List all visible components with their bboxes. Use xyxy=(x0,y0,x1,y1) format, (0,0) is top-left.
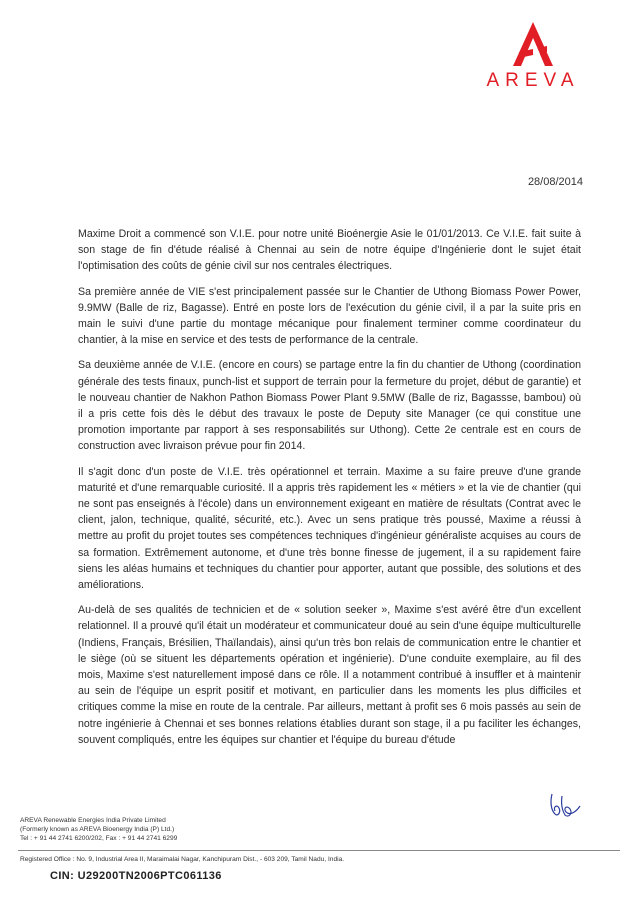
registered-office: Registered Office : No. 9, Industrial Area II, Maraimalai Nagar, Kanchipuram Dist., - 603 209, Tamil Nadu, India. xyxy=(20,856,345,863)
paragraph: Sa deuxième année de V.I.E. (encore en cours) se partage entre la fin du chantier de Uthong (coordination générale des tests finaux, punch-list et support de terrain pour la fermeture du projet, début de garantie) et le nouveau chantier de Nakhon Pathon Biomass Power Plant 9.5MW (Balle de riz, Bagassse, bambou) où il a pris cette fois dès le début des travaux le poste de Deputy site Manager (ce qui constitue une promotion importante par rapport à ses responsabilités sur Uthong). Cette 2e centrale est en cours de construction avec livraison prévue pour fin 2014. xyxy=(78,359,581,453)
areva-logo-icon xyxy=(513,22,553,66)
paragraph: Sa première année de VIE s'est principalement passée sur le Chantier de Uthong Biomass Power Power, 9.9MW (Balle de riz, Bagasse). Entré en poste lors de l'exécution du génie civil, il a par la suite pris en main le suivi d'une partie du montage mécanique pour finalement terminer comme coordinateur du chantier, à la mise en service et des tests de performance de la centrale. xyxy=(78,285,581,347)
brand-name: AREVA xyxy=(486,70,580,91)
paragraph: Il s'agit donc d'un poste de V.I.E. très opérationnel et terrain. Maxime a su faire preuve d'une grande maturité et d'une remarquable curiosité. Il a appris très rapidement les « métiers » et la vie de chantier (qui ne sont pas enseignés à l'école) dans un environnement exigeant en matière de résultats (Contrat avec le client, jalon, technique, qualité, sécurité, etc.). Avec un sens pratique très poussé, Maxime a réussi à mettre au profit du projet toutes ses compétences techniques d'ingénieur généraliste acquises au cours de sa formation. Extrêmement autonome, et d'une très bonne finesse de jugement, il a su rapidement faire siens les aléas humains et techniques du chantier pour apporter, autant que possible, des solutions et des améliorations. xyxy=(78,465,581,592)
letter-body xyxy=(78,226,581,757)
company-former-name: (Formerly known as AREVA Bioenergy India (P) Ltd.) xyxy=(20,826,175,833)
paragraph: Au-delà de ses qualités de technicien et de « solution seeker », Maxime s'est avéré être d'un excellent relationnel. Il a prouvé qu'il était un modérateur et communicateur doué au sein d'une équipe multiculturelle (Indiens, Français, Brésilien, Thaïlandais), ainsi qu'un très bon relais de communication entre le chantier et le siège (où se situent les départements opération et ingénierie). D'une conduite exemplaire, au fil des mois, Maxime s'est naturellement imposé dans ce rôle. Il a notamment contribué à insuffler et à maintenir au sein de l'équipe un esprit positif et motivant, en particulier dans les moments les plus difficiles et critiques comme la mise en route de la centrale. Par ailleurs, mettant à profit ses 6 mois passés au sein de notre ingénierie à Chennai et ses bonnes relations établies durant son stage, il a pu faciliter les échanges, souvent compliqués, entre les équipes sur chantier et l'équipe du bureau d'étude xyxy=(78,604,581,746)
company-contact: Tel : + 91 44 2741 6200/202, Fax : + 91 44 2741 6299 xyxy=(20,835,178,842)
paragraph: Maxime Droit a commencé son V.I.E. pour notre unité Bioénergie Asie le 01/01/2013. Ce V.I.E. fait suite à son stage de fin d'étude réalisé à Chennai au sein de notre équipe d'Ingénierie dont le sujet était l'optimisation des coûts de génie civil sur nos centrales électriques. xyxy=(78,228,581,273)
footer-divider xyxy=(18,850,620,851)
letter-date: 28/08/2014 xyxy=(527,176,583,188)
handwritten-initials xyxy=(546,790,586,820)
company-footer xyxy=(20,816,177,843)
areva-logo xyxy=(473,22,593,98)
company-cin: CIN: U29200TN2006PTC061136 xyxy=(50,870,222,882)
company-name: AREVA Renewable Energies India Private Limited xyxy=(20,817,166,824)
